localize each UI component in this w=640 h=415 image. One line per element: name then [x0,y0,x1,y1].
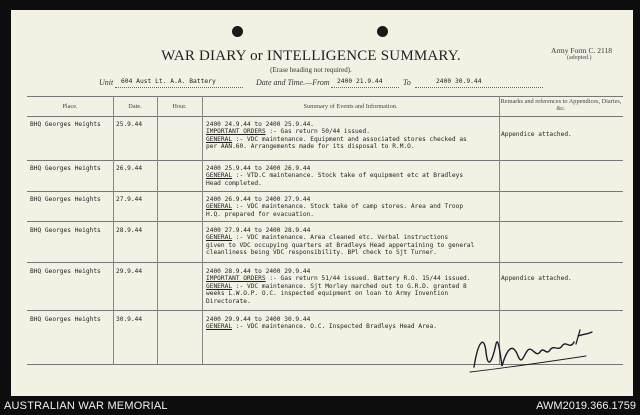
punch-hole [232,26,243,37]
to-dotted-line [415,87,543,88]
date-cell: 27.9.44 [116,196,143,203]
summary-line: H.Q. prepared for evacuation. [206,210,315,218]
summary-line: GENERAL :- VDC maintenance. Area cleaned etc. Verbal instructions [206,234,449,242]
header-place: Place. [62,103,78,110]
summary-line: GENERAL :- VTD.C maintenance. Stock take of equipment etc at Bradleys [206,172,464,180]
page-subtitle: (Erase heading not required). [270,66,352,74]
place-cell: BHQ Georges Heights [30,196,101,203]
form-note: (adopted.) [567,55,592,61]
table-rule [27,310,623,311]
table-rule [27,262,623,263]
header-hour: Hour. [172,103,187,110]
header-remarks: Remarks and references to Appendices, Diaries, &c. [500,98,622,112]
summary-line: Directorate. [206,297,251,305]
from-value: 2400 21.9.44 [337,78,383,85]
summary-line: IMPORTANT ORDERS :- Gas return 51/44 issued. Battery R.O. 15/44 issued. [206,275,471,283]
unit-value: 604 Aust Lt. A.A. Battery [121,78,216,85]
page-title: WAR DIARY or INTELLIGENCE SUMMARY. [161,48,461,64]
date-cell: 25.9.44 [116,121,143,128]
unit-dotted-line [115,87,243,88]
date-cell: 29.9.44 [116,268,143,275]
summary-line: given to VDC occupying quarters at Bradleys Head appertaining to general [206,241,475,249]
catalogue-number: AWM2019.366.1759 [536,400,636,412]
summary-line: GENERAL :- VDC maintenance. Equipment and associated stores checked as [206,135,467,143]
summary-cell [206,196,463,218]
table-rule [27,96,623,97]
column-rule [202,96,203,364]
summary-line: cleanliness being VDC responsibility. BPl check to Sjt Turner. [206,249,437,257]
date-cell: 26.9.44 [116,165,143,172]
table-rule [27,221,623,222]
place-cell: BHQ Georges Heights [30,165,101,172]
summary-line: 2400 29.9.44 to 2400 30.9.44 [206,316,311,323]
column-rule [113,96,114,364]
summary-line: GENERAL :- VDC maintenance. Sjt Morley marched out to G.R.D. granted 8 [206,282,467,290]
summary-line: 2400 26.9.44 to 2400 27.9.44 [206,196,311,203]
diary-sheet [11,10,633,396]
summary-line: 2400 27.9.44 to 2400 28.9.44 [206,227,311,234]
header-summary: Summary of Events and Information. [303,103,398,110]
summary-cell [206,227,474,257]
punch-hole [377,26,388,37]
table-rule [27,191,623,192]
summary-cell [206,121,467,151]
header-date: Date. [128,103,142,110]
remarks-cell: Appendice attached. [501,131,572,138]
summary-line: GENERAL :- VDC maintenance. O.C. Inspected Bradleys Head Area. [206,323,437,331]
summary-line: IMPORTANT ORDERS :- Gas return 50/44 issued. [206,128,370,136]
summary-line: 2400 28.9.44 to 2400 29.9.44 [206,268,311,275]
table-rule [27,160,623,161]
place-cell: BHQ Georges Heights [30,316,101,323]
summary-line: Head completed. [206,179,262,187]
summary-cell [206,165,463,187]
to-value: 2400 30.9.44 [436,78,482,85]
summary-cell [206,316,437,331]
place-cell: BHQ Georges Heights [30,121,101,128]
date-cell: 30.9.44 [116,316,143,323]
to-label: To [403,78,411,87]
remarks-cell: Appendice attached. [501,275,572,282]
handwritten-signature [466,322,606,382]
from-dotted-line [331,87,399,88]
summary-line: 2400 24.9.44 to 2400 25.9.44. [206,121,315,128]
table-rule [27,116,623,117]
source-label: AUSTRALIAN WAR MEMORIAL [4,400,168,412]
place-cell: BHQ Georges Heights [30,227,101,234]
place-cell: BHQ Georges Heights [30,268,101,275]
summary-line: GENERAL :- VDC maintenance. Stock take of camp stores. Area and Troop [206,203,464,211]
form-name: Army Form C. 2118 [551,46,612,55]
date-cell: 28.9.44 [116,227,143,234]
summary-cell [206,268,471,305]
unit-label: Unit [99,78,114,87]
column-rule [157,96,158,364]
summary-line: weeks L.W.O.P. O.C. inspected equipment on loan to Army Invention [206,290,449,298]
summary-line: 2400 25.9.44 to 2400 26.9.44 [206,165,311,172]
summary-line: per AAN.60. Arrangements made for its disposal to R.M.O. [206,143,415,151]
datetime-label: Date and Time.—From [256,78,330,87]
